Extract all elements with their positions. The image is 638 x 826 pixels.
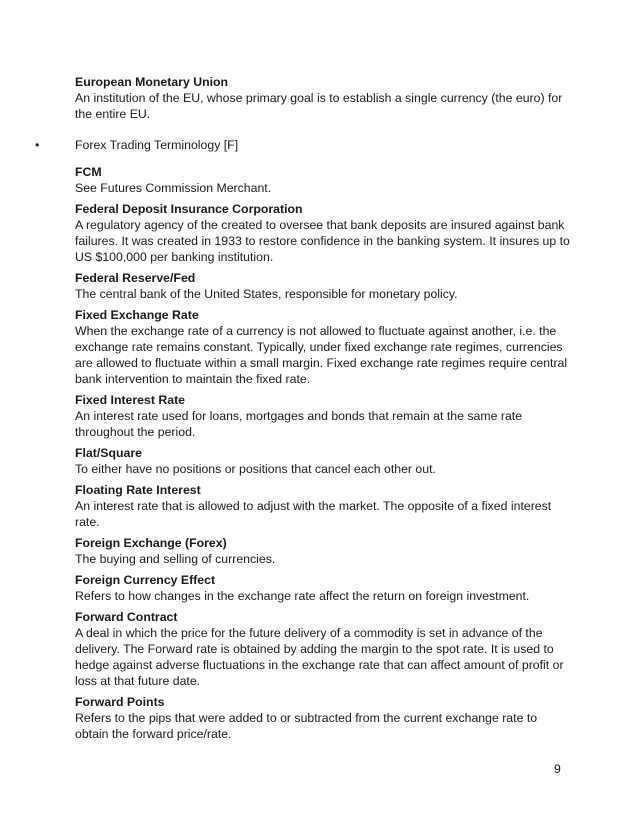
glossary-entry — [75, 445, 570, 477]
glossary-definition: Refers to the pips that were added to or subtracted from the current exchange rate to obtain the forward price/rate. — [75, 711, 538, 741]
glossary-entry — [75, 270, 570, 302]
glossary-term: Fixed Interest Rate — [75, 393, 186, 407]
glossary-entry — [75, 694, 570, 742]
glossary-definition: See Futures Commission Merchant. — [75, 181, 272, 195]
glossary-entry-european-monetary-union — [75, 74, 570, 122]
glossary-definition: A regulatory agency of the created to oversee that bank deposits are insured against bank failures. It was created in 1933 to restore confidence in the banking system. It insures up to US $100,000 per banking institution. — [75, 218, 570, 264]
glossary-term: FCM — [75, 165, 102, 179]
glossary-definition: When the exchange rate of a currency is not allowed to fluctuate against another, i.e. the exchange rate remains constant. Typically, under fixed exchange rate regimes, currencies are allowed to fluctuate within a small margin. Fixed exchange rate regimes require central bank intervention to maintain the fixed rate. — [75, 324, 568, 386]
glossary-term: Federal Reserve/Fed — [75, 271, 196, 285]
glossary-term: Forward Contract — [75, 610, 178, 624]
glossary-term: Foreign Exchange (Forex) — [75, 536, 227, 550]
bullet-icon: • — [35, 138, 40, 152]
glossary-entry — [75, 392, 570, 440]
glossary-definition: The central bank of the United States, responsible for monetary policy. — [75, 287, 458, 301]
glossary-list — [75, 164, 570, 747]
glossary-definition: An interest rate used for loans, mortgages and bonds that remain at the same rate throughout the period. — [75, 409, 523, 439]
glossary-definition: A deal in which the price for the future delivery of a commodity is set in advance of the delivery. The Forward rate is obtained by adding the margin to the spot rate. It is used to hedge against adverse fluctuations in the exchange rate that can affect amount of profit or loss at that future date. — [75, 626, 564, 688]
glossary-definition: To either have no positions or positions that cancel each other out. — [75, 462, 436, 476]
glossary-term: Foreign Currency Effect — [75, 573, 216, 587]
glossary-definition: An interest rate that is allowed to adjust with the market. The opposite of a fixed interest rate. — [75, 499, 552, 529]
glossary-term: Fixed Exchange Rate — [75, 308, 199, 322]
section-heading: Forex Trading Terminology [F] — [75, 138, 239, 152]
glossary-definition: Refers to how changes in the exchange rate affect the return on foreign investment. — [75, 589, 530, 603]
glossary-entry — [75, 307, 570, 387]
page-number: 9 — [554, 762, 561, 776]
glossary-term: European Monetary Union — [75, 75, 229, 89]
glossary-definition: The buying and selling of currencies. — [75, 552, 276, 566]
glossary-entry — [75, 164, 570, 196]
glossary-term: Forward Points — [75, 695, 165, 709]
glossary-entry — [75, 572, 570, 604]
glossary-definition: An institution of the EU, whose primary goal is to establish a single currency (the euro) for the entire EU. — [75, 91, 563, 121]
glossary-entry — [75, 482, 570, 530]
glossary-term: Flat/Square — [75, 446, 142, 460]
glossary-entry — [75, 201, 570, 265]
glossary-entry — [75, 535, 570, 567]
glossary-term: Federal Deposit Insurance Corporation — [75, 202, 303, 216]
glossary-entry — [75, 609, 570, 689]
glossary-term: Floating Rate Interest — [75, 483, 201, 497]
